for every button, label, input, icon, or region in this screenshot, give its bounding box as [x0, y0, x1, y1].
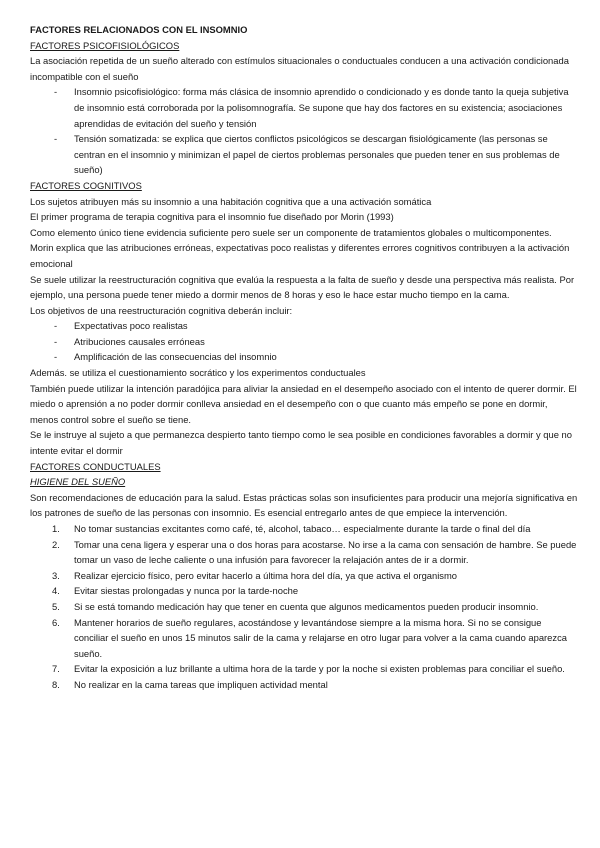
item-number: 3. [52, 569, 60, 581]
paragraph: Los objetivos de una reestructuración cognitiva deberán incluir: [30, 304, 293, 316]
paragraph: Morin explica que las atribuciones erróneas, expectativas poco realistas y diferentes errores cognitivos contribuyen a la activación emocional [30, 242, 570, 269]
numbered-item [30, 599, 578, 615]
section-heading-conductuales: FACTORES CONDUCTUALES [30, 460, 161, 472]
numbered-item [30, 677, 578, 693]
paragraph: Se suele utilizar la reestructuración cognitiva que evalúa la respuesta a la falta de sueño y desde una perspectiva más realista. Por ejemplo, una persona puede tener miedo a dormir menos de 8 horas y eso le hace estar mucho tiempo en la cama. [30, 273, 575, 301]
item-number: 2. [52, 538, 60, 550]
section-heading-psicofisiologicos: FACTORES PSICOFISIOLÓGICOS [30, 39, 180, 51]
numbered-item [30, 615, 578, 662]
list-item: - Tensión somatizada: se explica que ciertos conflictos psicológicos se descargan fisiológicamente (las personas se centran en el insomnio y minimizan el papel de ciertos problemas personales que pueden tener en sus problemas de sueño) [30, 131, 578, 178]
paragraph: También puede utilizar la intención paradójica para aliviar la ansiedad en el desempeño asociado con el intento de querer dormir. El miedo o aprensión a no poder dormir conlleva ansiedad en el desempeño con o que cuanto más empeño se pone en dormir, menos control sobre el sueño se tiene. [30, 382, 577, 425]
paragraph: Son recomendaciones de educación para la salud. Estas prácticas solas son insuficientes para producir una mejoría significativa en los patrones de sueño de las personas con insomnio. Es esencial entregarlo antes de que empiece la intervención. [30, 491, 578, 519]
item-text: No realizar en la cama tareas que impliquen actividad mental [74, 678, 328, 690]
subheading-higiene: HIGIENE DEL SUEÑO [30, 476, 126, 488]
item-text: Evitar la exposición a luz brillante a ultima hora de la tarde y por la noche si existen problemas para conciliar el sueño. [74, 663, 565, 675]
document-page [30, 22, 578, 693]
paragraph: Como elemento único tiene evidencia suficiente pero suele ser un componente de tratamientos globales o multicomponentes. [30, 226, 552, 238]
item-number: 4. [52, 585, 60, 597]
paragraph: Los sujetos atribuyen más su insomnio a una habitación cognitiva que a una activación somática [30, 195, 432, 207]
item-number: 5. [52, 600, 60, 612]
paragraph: El primer programa de terapia cognitiva para el insomnio fue diseñado por Morin (1993) [30, 211, 394, 223]
item-text: Realizar ejercicio físico, pero evitar hacerlo a última hora del día, ya que activa el organismo [74, 569, 458, 581]
list-item: - Atribuciones causales erróneas [30, 334, 578, 350]
paragraph: Además. se utiliza el cuestionamiento socrático y los experimentos conductuales [30, 367, 366, 379]
item-text: Evitar siestas prolongadas y nunca por la tarde-noche [74, 585, 299, 597]
dash-list [30, 84, 578, 178]
list-item: - Insomnio psicofisiológico: forma más clásica de insomnio aprendido o condicionado y es donde tanto la queja subjetiva de insomnio está corroborada por la polisomnografía. Se supone que hay dos factores en su existencia; asociaciones aprendidas de evitación del sueño y tensión [30, 84, 578, 131]
numbered-item [30, 521, 578, 537]
list-item: - Expectativas poco realistas [30, 318, 578, 334]
item-text: Mantener horarios de sueño regulares, acostándose y levantándose siempre a la misma hora. Si no se consigue conciliar el sueño en unos 15 minutos salir de la cama y relajarse en otro lugar para volver a la cama cuando aparezca sueño. [74, 616, 567, 659]
section-heading-cognitivos: FACTORES COGNITIVOS [30, 179, 142, 191]
item-text: No tomar sustancias excitantes como café, té, alcohol, tabaco… especialmente durante la tarde o final del día [74, 523, 531, 534]
item-text: Tomar una cena ligera y esperar una o dos horas para acostarse. No irse a la cama con sensación de hambre. Se puede tomar un vaso de leche caliente o una infusión para favorecer la relajación antes de ir a dormir. [74, 538, 577, 566]
numbered-item [30, 537, 578, 568]
item-number: 1. [52, 523, 60, 534]
numbered-item [30, 568, 578, 584]
paragraph: La asociación repetida de un sueño alterado con estímulos situacionales o conductuales conducen a una activación condicionada incompatible con el sueño [30, 55, 569, 82]
dash-list [30, 318, 578, 365]
list-item: - Amplificación de las consecuencias del insomnio [30, 349, 578, 365]
paragraph: Se le instruye al sujeto a que permanezca despierto tanto tiempo como le sea posible en condiciones favorables a dormir y que no intente evitar el dormir [30, 429, 572, 457]
numbered-list [30, 521, 578, 693]
item-number: 8. [52, 678, 60, 690]
numbered-item [30, 583, 578, 599]
numbered-item [30, 661, 578, 677]
item-number: 7. [52, 663, 60, 675]
item-number: 6. [52, 616, 60, 628]
document-title: FACTORES RELACIONADOS CON EL INSOMNIO [30, 24, 248, 35]
item-text: Si se está tomando medicación hay que tener en cuenta que algunos medicamentos pueden producir insomnio. [74, 600, 539, 612]
